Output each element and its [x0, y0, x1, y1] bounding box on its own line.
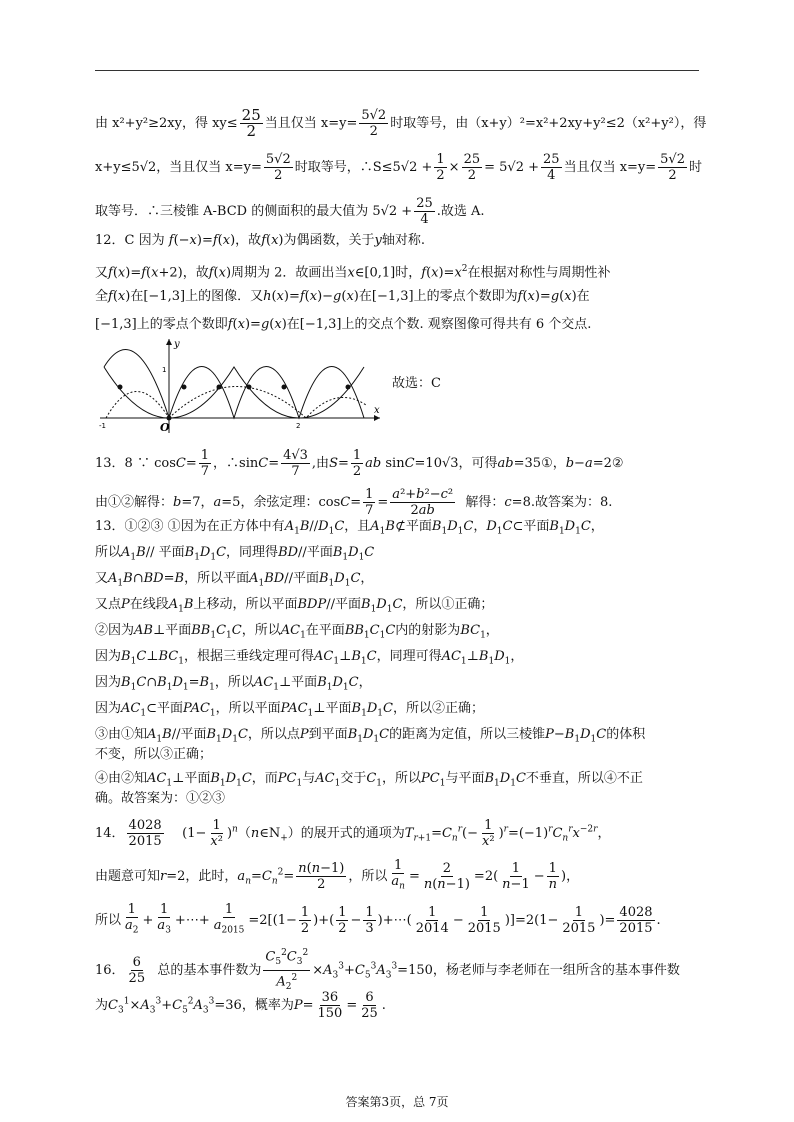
q13x-line1: 13．①②③ ①因为在正方体中有$A_1B//D_1C$，且$A_1B⊄$平面$B_1D_1C$，$D_1C\subset$平面$B_1D_1C$，: [95, 519, 604, 537]
tick-neg1: -1: [99, 422, 106, 430]
intersection-point: [247, 385, 252, 390]
y-label: y: [174, 339, 180, 350]
intersection-point: [118, 385, 123, 390]
q14-line1: 14． $\frac{4028}{2015}$ (1− $\frac{1}{\text{x²}}$ )$^n(n\in N_+)$的展开式的通项为$T_{r+1}=C_n^r(-$ $\frac{1}{\text{x²}}$ )$^r=(-1)^rC_n^rx^{-2r}$，: [95, 818, 611, 849]
q12-line3: 全f(x)在[−1,3]上的图像．又h(x)=f(x)−g(x)在[−1,3]上的零点个数即为f(x)=g(x)在: [95, 289, 590, 304]
x-label: x: [374, 405, 380, 416]
q13x-line7: 因为$B_1C\cap B_1D_1=B_1$，所以$AC_1\perp$平面$B_1D_1C$，: [95, 675, 372, 693]
q13x-line4: 又点P在线段$A_1B$上移动，所以平面BDP//平面$B_1D_1C$，所以①正确；: [95, 597, 494, 615]
q13-line1: 13．8 ∵ cosC= $\frac{1}{7}$ ，∴sinC= $\frac{4√3}{7}$ ,由S= $\frac{1}{2}$ ab sinC=10√3，可得ab=35①，b−a=2②: [95, 448, 624, 479]
q13-line2: 由①②解得：b=7，a=5，余弦定理：cosC= $\frac{1}{7}$ = $\frac{\text{a²+b²−c²}}{2ab}$ 解得：c=8.故答案为：8.: [95, 487, 613, 518]
q13x-line6: 因为$B_1C\perp BC_1$，根据三垂线定理可得$AC_1\perp B_1C$，同理可得$AC_1\perp B_1D_1$，: [95, 649, 524, 667]
q12-line4: [−1,3]上的零点个数即f(x)=g(x)在[−1,3]上的交点个数. 观察图像可得共有 6 个交点.: [95, 317, 592, 332]
q11-line2: x+y≤5√2，当且仅当 x=y= $\frac{5√2}{2}$ 时取等号，∴S≤5√2 + $\frac{1}{2}$ × $\frac{25}{2}$ = 5√2 + $\frac{25}{4}$ 当且仅当 x=y= $\frac{5√2}{2}$ 时: [95, 152, 702, 183]
tick-1: 1: [162, 366, 167, 374]
q12-line2: 又f(x)=f(x+2)，故f(x)周期为 2．故画出当x∈[0,1]时，$f(x)=x^2$在根据对称性与周期性补: [95, 264, 611, 281]
header-rule: [95, 70, 699, 71]
f-arc-1: [104, 350, 169, 418]
q11-line1: 由 x²+y²≥2xy，得 xy≤ $\frac{25}{2}$ 当且仅当 x=y= $\frac{5√2}{2}$ 时取等号，由（x+y）²=x²+2xy+y²≤2（x²+y²），得: [95, 106, 707, 140]
intersection-point: [346, 385, 351, 390]
tick-2: 2: [296, 422, 301, 430]
f-arcs: [169, 367, 364, 419]
origin-label: O: [160, 421, 170, 434]
page-footer: 答案第3页，总 7页: [345, 1095, 449, 1109]
q14-line3: 所以 $\frac{1}{a_2}$ + $\frac{1}{a_3}$ +⋯+ $\frac{1}{a_{2015}}$ =2[(1− $\frac{1}{2}$ )+( $\frac{1}{2}$ − $\frac{1}{3}$ )+⋯( $\frac{1}{2014}$ − $\frac{1}{2015}$ )]=2(1− $\frac{1}{2015}$ )= $\frac{4028}{2015}$ .: [95, 902, 661, 936]
q13x-line3: 又$A_1B\cap BD=B$，所以平面$A_1BD//$平面$B_1D_1C$，: [95, 571, 374, 589]
y-axis-arrow: [166, 339, 172, 345]
q12-answer: 故选：C: [392, 376, 441, 391]
intersection-point: [282, 385, 287, 390]
q14-line2: 由题意可知r=2，此时，$a_n=C_n^2=$ $\frac{n(n-1)}{2}$ ，所以 $\frac{1}{a_n}$ = $\frac{2}{n(n-1)}$ =2( $\frac{1}{n-1}$ − $\frac{1}{n}$ )，: [95, 858, 580, 892]
q13x-line2: 所以$A_1B//$ 平面$B_1D_1C$，同理得BD//平面$B_1D_1C$: [95, 545, 375, 563]
q13x-line5: ②因为AB⊥平面$BB_1C_1C$，所以$AC_1$在平面$BB_1C_1C$内的射影为$BC_1$，: [95, 623, 499, 641]
intersection-point: [217, 385, 222, 390]
origin-point: [167, 416, 172, 421]
q13x-line9: ③由①知$A_1B//$平面$B_1D_1C$，所以点P到平面$B_1D_1C$的距离为定值，所以三棱锥$P-B_1D_1C$的体积: [95, 727, 646, 745]
q13x-line11: ④由②知$AC_1\perp$平面$B_1D_1C$，而$PC_1$与$AC_1$交于$C_1$，所以$PC_1$与平面$B_1D_1C$不垂直，所以④不正: [95, 771, 643, 789]
q13x-line8: 因为$AC_1\subset$平面$PAC_1$，所以平面$PAC_1\perp$平面$B_1D_1C$，所以②正确；: [95, 701, 484, 719]
function-graph: [96, 335, 386, 435]
intersection-point: [182, 385, 187, 390]
g-curve-2: [169, 387, 366, 419]
q12-line1: 12．C 因为 f(−x)=f(x)，故f(x)为偶函数，关于y轴对称.: [95, 233, 426, 248]
g-curve-1: [106, 392, 169, 419]
q16-line2: 为$C_3^1\times A_3^3+C_5^2A_3^3=36$，概率为P= $\frac{36}{150}$ = $\frac{6}{25}$ .: [95, 990, 386, 1021]
q13x-line12: 确。故答案为：①②③: [95, 791, 226, 806]
q13x-line10: 不变，所以③正确；: [95, 747, 213, 762]
q11-line3: 取等号．∴三棱锥 A-BCD 的侧面积的最大值为 5√2 + $\frac{25}{4}$ .故选 A.: [95, 196, 485, 227]
q16-line1: 16． $\frac{6}{25}$ 总的基本事件数为 $\frac{C_5^2C_3^2}{A_2^2}$ $\times A_3^3+C_5^3A_3^3=150$，杨老师与李老师在一组所含的基本事件数: [95, 948, 680, 992]
